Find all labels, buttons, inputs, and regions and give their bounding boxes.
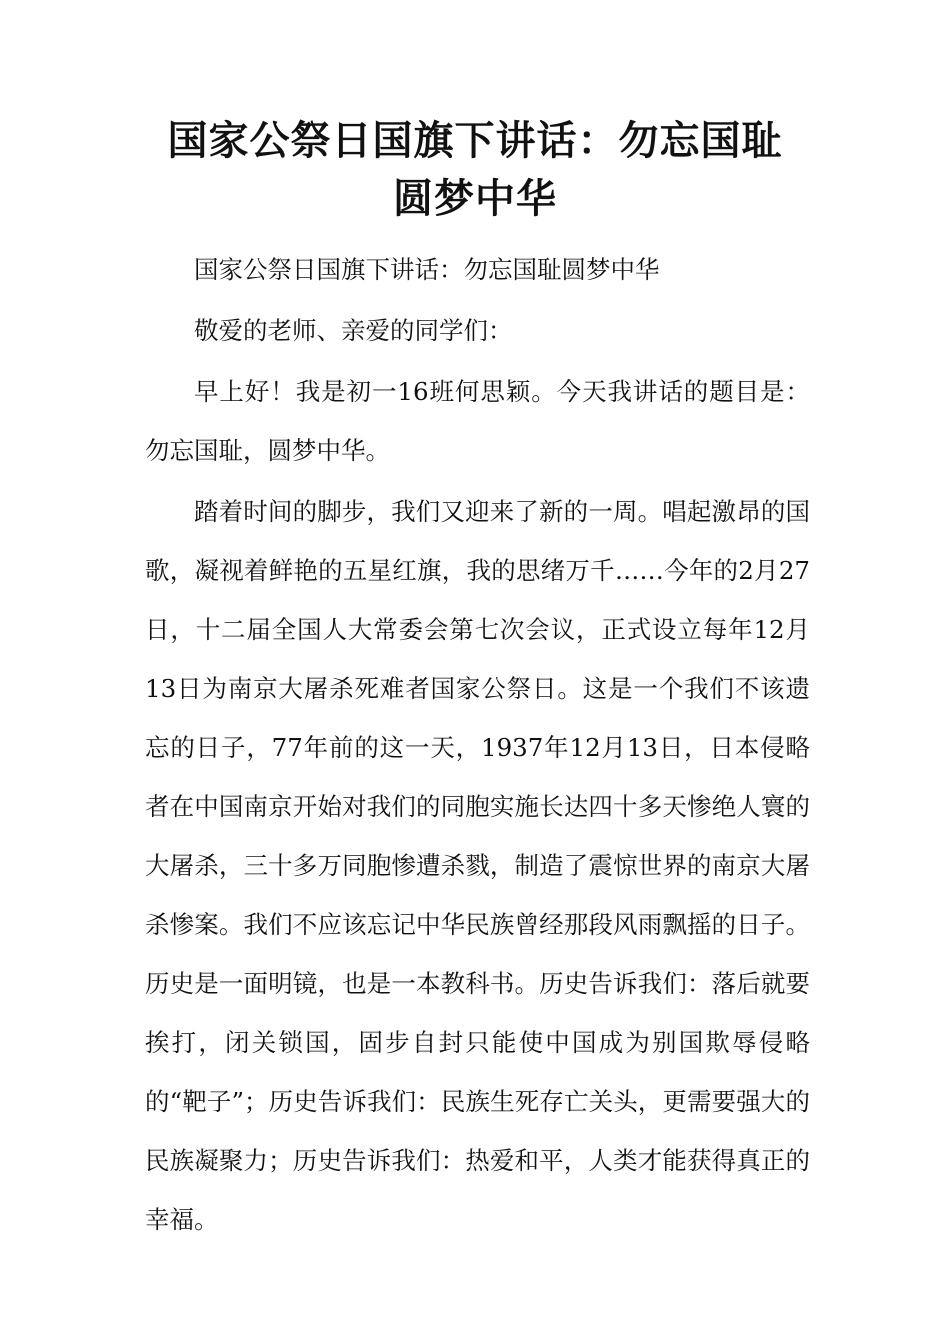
document-title: 国家公祭日国旗下讲话：勿忘国耻 圆梦中华 xyxy=(167,118,783,222)
salutation-paragraph: 敬爱的老师、亲爱的同学们： xyxy=(194,316,513,345)
subtitle-paragraph: 国家公祭日国旗下讲话：勿忘国耻圆梦中华 xyxy=(194,255,660,284)
greeting-paragraph: 早上好！我是初一16班何思颖。今天我讲话的题目是：勿忘国耻，圆梦中华。 xyxy=(145,377,810,465)
main-paragraph: 踏着时间的脚步，我们又迎来了新的一周。唱起激昂的国歌，凝视着鲜艳的五星红旗，我的思绪万千……今年的2月27日，十二届全国人大常委会第七次会议，正式设立每年12月13日为南京大屠杀死难者国家公祭日。这是一个我们不该遗忘的日子，77年前的这一天，1937年12月13日，日本侵略者在中国南京开始对我们的同胞实施长达四十多天惨绝人寰的大屠杀，三十多万同胞惨遭杀戮，制造了震惊世界的南京大屠杀惨案。我们不应该忘记中华民族曾经那段风雨飘摇的日子。历史是一面明镜，也是一本教科书。历史告诉我们：落后就要挨打，闭关锁国，固步自封只能使中国成为别国欺辱侵略的“靶子”；历史告诉我们：民族生死存亡关头，更需要强大的民族凝聚力；历史告诉我们：热爱和平，人类才能获得真正的幸福。 xyxy=(145,497,810,1234)
document-body xyxy=(145,240,810,1249)
